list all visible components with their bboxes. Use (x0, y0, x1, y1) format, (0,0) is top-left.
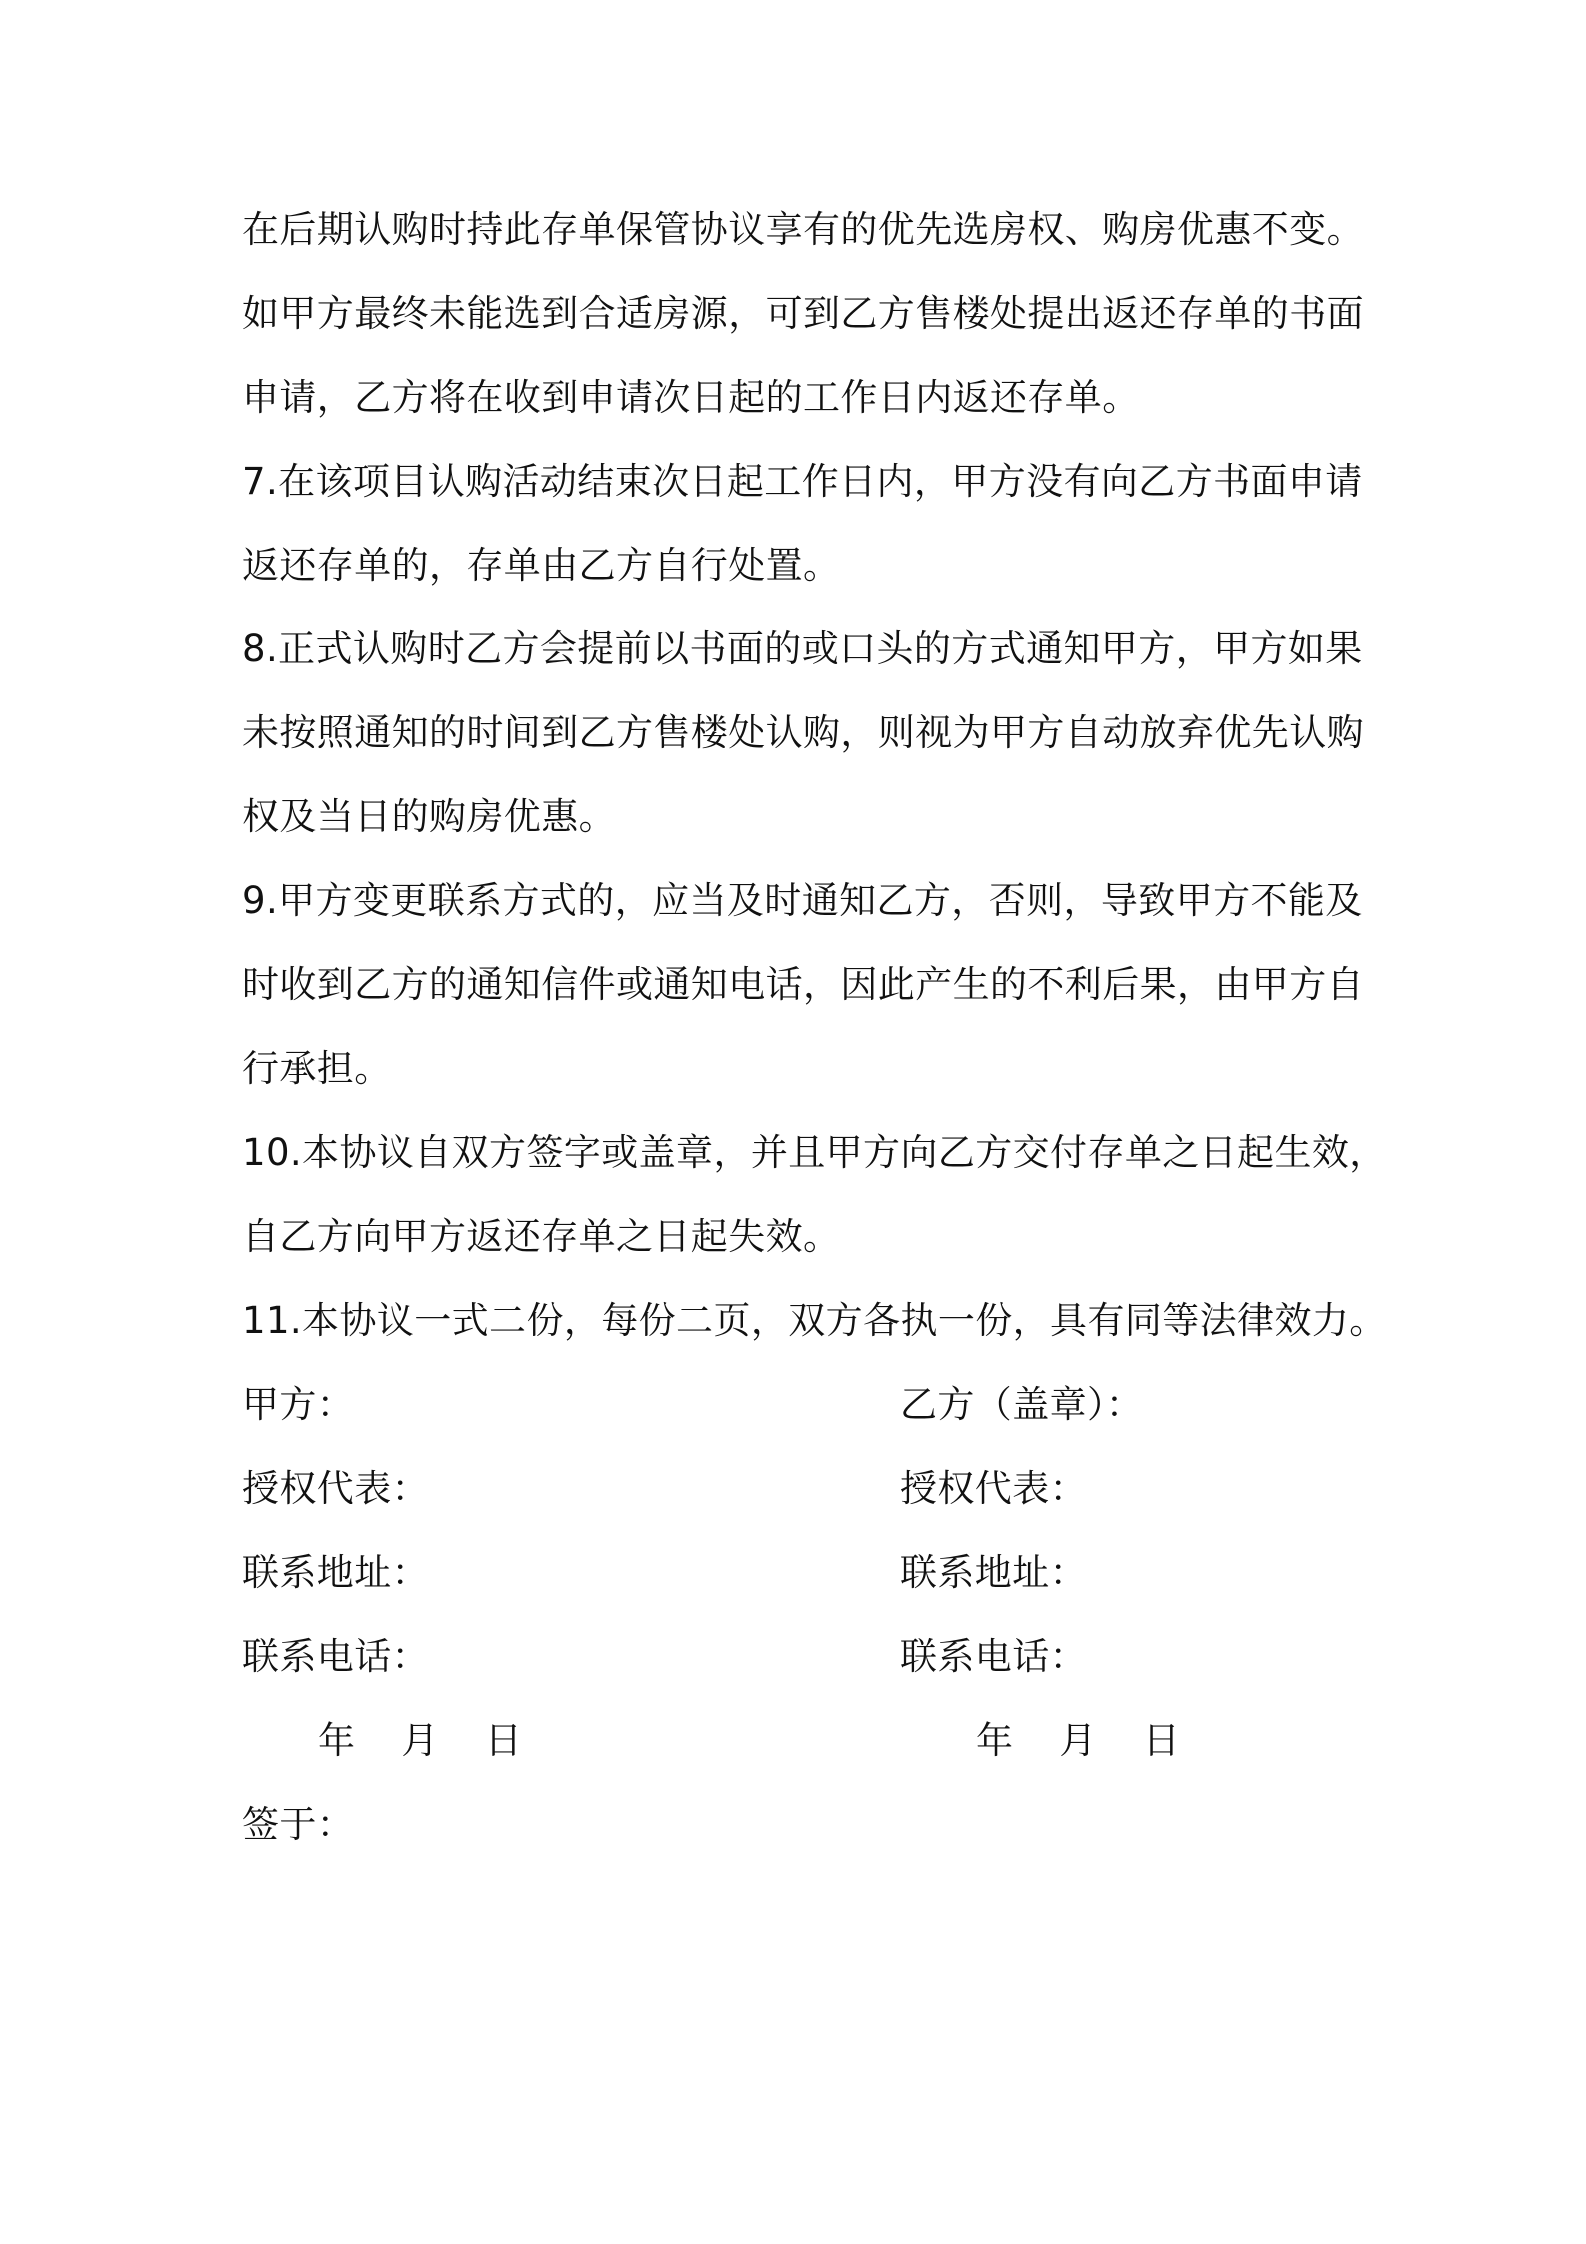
clause-10-line-1: 10.本协议自双方签字或盖章，并且甲方向乙方交付存单之日起生效， (242, 1131, 1387, 1174)
clause-7-line-1: 7.在该项目认购活动结束次日起工作日内，甲方没有向乙方书面申请 (242, 460, 1363, 503)
clause-8-line-2: 未按照通知的时间到乙方售楼处认购，则视为甲方自动放弃优先认购 (242, 711, 1364, 754)
paragraph-line-2: 如甲方最终未能选到合适房源，可到乙方售楼处提出返还存单的书面 (242, 292, 1364, 335)
paragraph-line-3: 申请，乙方将在收到申请次日起的工作日内返还存单。 (242, 376, 1140, 419)
party-b-date-day: 日 (1142, 1719, 1181, 1762)
clause-9-line-2: 时收到乙方的通知信件或通知电话，因此产生的不利后果，由甲方自 (242, 963, 1364, 1006)
clause-10-line-2: 自乙方向甲方返还存单之日起失效。 (242, 1215, 841, 1258)
party-b-date-year: 年 (976, 1719, 1014, 1762)
party-b-address-label: 联系地址： (900, 1551, 1087, 1594)
party-a-label: 甲方： (242, 1383, 355, 1426)
clause-11-line-1: 11.本协议一式二份，每份二页，双方各执一份，具有同等法律效力。 (242, 1299, 1387, 1342)
party-b-date (976, 1717, 1180, 1765)
clause-7-line-2: 返还存单的，存单由乙方自行处置。 (242, 544, 841, 587)
party-a-date-day: 日 (484, 1719, 523, 1762)
party-a-date (318, 1717, 522, 1765)
clause-8-line-1: 8.正式认购时乙方会提前以书面的或口头的方式通知甲方，甲方如果 (242, 627, 1363, 670)
paragraph-line-1: 在后期认购时持此存单保管协议享有的优先选房权、购房优惠不变。 (242, 208, 1364, 251)
clause-8-line-3: 权及当日的购房优惠。 (242, 795, 616, 838)
party-b-phone-label: 联系电话： (900, 1635, 1087, 1678)
party-b-date-month: 月 (1059, 1719, 1097, 1762)
party-a-representative-label: 授权代表： (242, 1467, 429, 1510)
party-a-date-year: 年 (318, 1719, 356, 1762)
party-b-representative-label: 授权代表： (900, 1467, 1087, 1510)
clause-9-line-1: 9.甲方变更联系方式的，应当及时通知乙方，否则，导致甲方不能及 (242, 879, 1363, 922)
signed-at-label: 签于： (242, 1803, 355, 1846)
clause-9-line-3: 行承担。 (242, 1047, 392, 1090)
party-b-label: 乙方（盖章）： (900, 1383, 1144, 1426)
party-a-phone-label: 联系电话： (242, 1635, 429, 1678)
party-a-address-label: 联系地址： (242, 1551, 429, 1594)
party-a-date-month: 月 (401, 1719, 439, 1762)
